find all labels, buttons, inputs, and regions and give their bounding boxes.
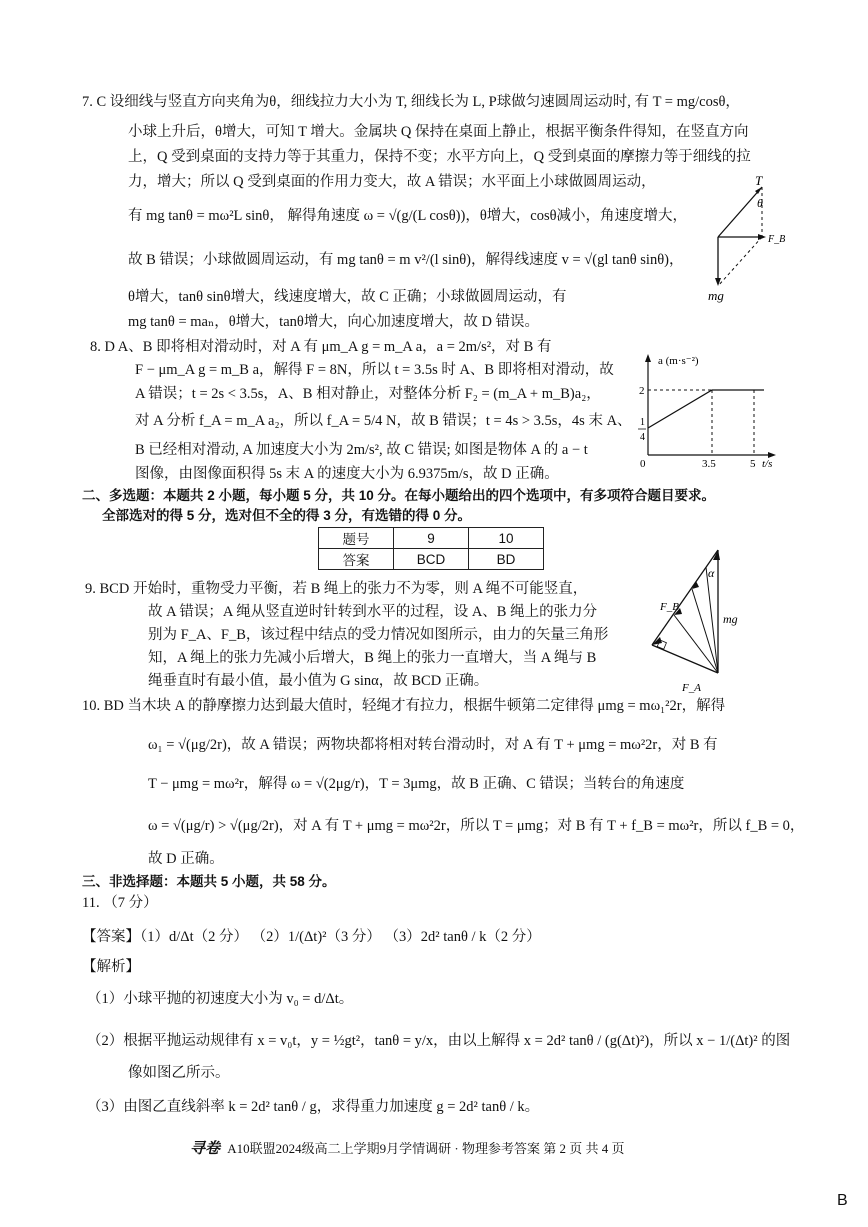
text-line-q8-2: F − μm_A g = m_B a，解得 F = 8N，所以 t = 3.5s 时 A、B 即将相对滑动，故 [135, 362, 614, 378]
label-theta: θ [757, 196, 763, 210]
text-line-q11-1: （1）小球平抛的初速度大小为 v₀ = d/Δt。 [87, 991, 354, 1007]
tick-1: 1 [640, 417, 645, 428]
text-line-q11-2: （2）根据平抛运动规律有 x = v₀t，y = ½gt²，tanθ = y/x，由以上解得 x = 2d² tanθ / (g(Δt)²)，所以 x − 1/(Δt)² 的图 [87, 1033, 791, 1049]
text-line-q7-7: θ增大，tanθ sinθ增大，线速度增大，故 C 正确；小球做圆周运动，有 [128, 289, 567, 305]
text-line-q9-3: 别为 F_A、F_B，该过程中结点的受力情况如图所示，由力的矢量三角形 [148, 627, 609, 643]
tick-3.5: 3.5 [702, 458, 716, 470]
q7-force-diagram [700, 172, 790, 307]
table-cell: BCD [394, 549, 469, 570]
answer-table [318, 527, 544, 570]
text-line-q9-4: 知，A 绳上的张力先减小后增大，B 绳上的张力一直增大，当 A 绳与 B [148, 650, 597, 666]
axis-ylabel: a (m·s⁻²) [658, 355, 699, 367]
text-line-q11-jx: 【解析】 [82, 959, 140, 975]
text-line-q7-4: 力，增大；所以 Q 受到桌面的作用力变大，故 A 错误；水平面上小球做圆周运动， [128, 174, 656, 190]
text-line-q7-1: 7. C 设细线与竖直方向夹角为θ，细线拉力大小为 T, 细线长为 L, P球做匀速圆周运动时, 有 T = mg/cosθ， [82, 94, 740, 110]
text-line-q7-8: mg tanθ = maₙ，θ增大，tanθ增大，向心加速度增大，故 D 错误。 [128, 314, 540, 330]
label-mg: mg [708, 288, 724, 303]
text-line-q8-3: A 错误；t = 2s < 3.5s，A、B 相对静止，对整体分析 F₂ = (m_A + m_B)a₂， [135, 386, 601, 402]
text-line-q10-3: T − μmg = mω²r，解得 ω = √(2μg/r)，T = 3μmg，故 B 正确、C 错误；当转台的角速度 [148, 776, 685, 792]
tick-0: 0 [640, 458, 646, 470]
label-T: T [755, 173, 763, 188]
text-line-q11-3: （3）由图乙直线斜率 k = 2d² tanθ / g，求得重力加速度 g = 2d² tanθ / k。 [87, 1099, 540, 1115]
text-line-q11: 11. （7 分） [82, 895, 158, 911]
footer-text: A10联盟2024级高二上学期9月学情调研 · 物理参考答案 第 2 页 共 4 页 [227, 1141, 625, 1156]
logo-text: 寻卷 [190, 1141, 221, 1157]
text-line-q11-ans: 【答案】（1）d/Δt（2 分） （2）1/(Δt)²（3 分） （3）2d² tanθ / k（2 分） [82, 929, 541, 945]
table-cell: 题号 [319, 528, 394, 549]
table-row [319, 549, 544, 570]
label-FB: F_B [768, 234, 786, 245]
q8-a-t-graph [634, 350, 784, 472]
text-line-q7-2: 小球上升后，θ增大，可知 T 增大。金属块 Q 保持在桌面上静止，根据平衡条件得知，在竖直方向 [128, 124, 749, 140]
text-line-q9-5: 绳垂直时有最小值，最小值为 G sinα，故 BCD 正确。 [148, 673, 489, 689]
text-line-q7-6: 故 B 错误；小球做圆周运动，有 mg tanθ = m v²/(l sinθ)，解得线速度 v = √(gl tanθ sinθ)， [128, 252, 684, 268]
text-line-q9-1: 9. BCD 开始时，重物受力平衡，若 B 绳上的张力不为零，则 A 绳不可能竖直， [85, 581, 588, 597]
text-line-q8-4: 对 A 分析 f_A = m_A a₂，所以 f_A = 5/4 N，故 B 错误；t = 4s > 3.5s，4s 末 A、 [135, 413, 632, 429]
label-FA: F_A [682, 682, 701, 694]
table-cell: 9 [394, 528, 469, 549]
text-line-q11-2b: 像如图乙所示。 [128, 1065, 230, 1081]
q9-force-triangle [640, 545, 750, 695]
text-line-q10-5: 故 D 正确。 [148, 851, 224, 867]
table-cell: 答案 [319, 549, 394, 570]
text-line-q9-2: 故 A 错误；A 绳从竖直逆时针转到水平的过程，设 A、B 绳上的张力分 [148, 604, 598, 620]
label-mg: mg [723, 612, 738, 626]
text-line-q10-1: 10. BD 当木块 A 的静摩擦力达到最大值时，轻绳才有拉力，根据牛顿第二定律得 μmg = mω₁²2r，解得 [82, 698, 726, 714]
table-cell: 10 [469, 528, 544, 549]
table-row [319, 528, 544, 549]
text-line-q8-5: B 已经相对滑动, A 加速度大小为 2m/s², 故 C 错误; 如图是物体 A 的 a − t [135, 442, 588, 458]
tick-4: 4 [640, 432, 645, 443]
text-line-q8-6: 图像，由图像面积得 5s 末 A 的速度大小为 6.9375m/s，故 D 正确。 [135, 466, 559, 482]
text-line-q10-2: ω₁ = √(μg/2r)，故 A 错误；两物块都将相对转台滑动时，对 A 有 T + μmg = mω²2r，对 B 有 [148, 737, 718, 753]
text-line-sec3: 三、非选择题：本题共 5 小题，共 58 分。 [82, 874, 336, 889]
text-line-q7-3: 上，Q 受到桌面的支持力等于其重力，保持不变；水平方向上，Q 受到桌面的摩擦力等于细线的拉 [128, 149, 751, 165]
table-cell: BD [469, 549, 544, 570]
label-FB: F_B [660, 601, 679, 613]
text-line-q8-1: 8. D A、B 即将相对滑动时，对 A 有 μm_A g = m_A a，a = 2m/s²，对 B 有 [90, 339, 552, 355]
page-footer [190, 1137, 624, 1158]
corner-label: B [837, 1192, 848, 1209]
text-line-sec2-1: 二、多选题：本题共 2 小题，每小题 5 分，共 10 分。在每小题给出的四个选项中，有多项符合题目要求。 [82, 488, 716, 503]
text-line-q7-5: 有 mg tanθ = mω²L sinθ， 解得角速度 ω = √(g/(L cosθ))，θ增大，cosθ减小，角速度增大， [128, 208, 688, 224]
text-line-sec2-2: 全部选对的得 5 分，选对但不全的得 3 分，有选错的得 0 分。 [102, 508, 472, 523]
text-line-q10-4: ω = √(μg/r) > √(μg/2r)，对 A 有 T + μmg = mω²2r，所以 T = μmg；对 B 有 T + f_B = mω²r，所以 f_B = 0， [148, 818, 805, 834]
tick-5: 5 [750, 458, 756, 470]
label-alpha: α [708, 566, 715, 580]
tick-2: 2 [639, 385, 645, 397]
axis-xlabel: t/s [762, 458, 773, 470]
